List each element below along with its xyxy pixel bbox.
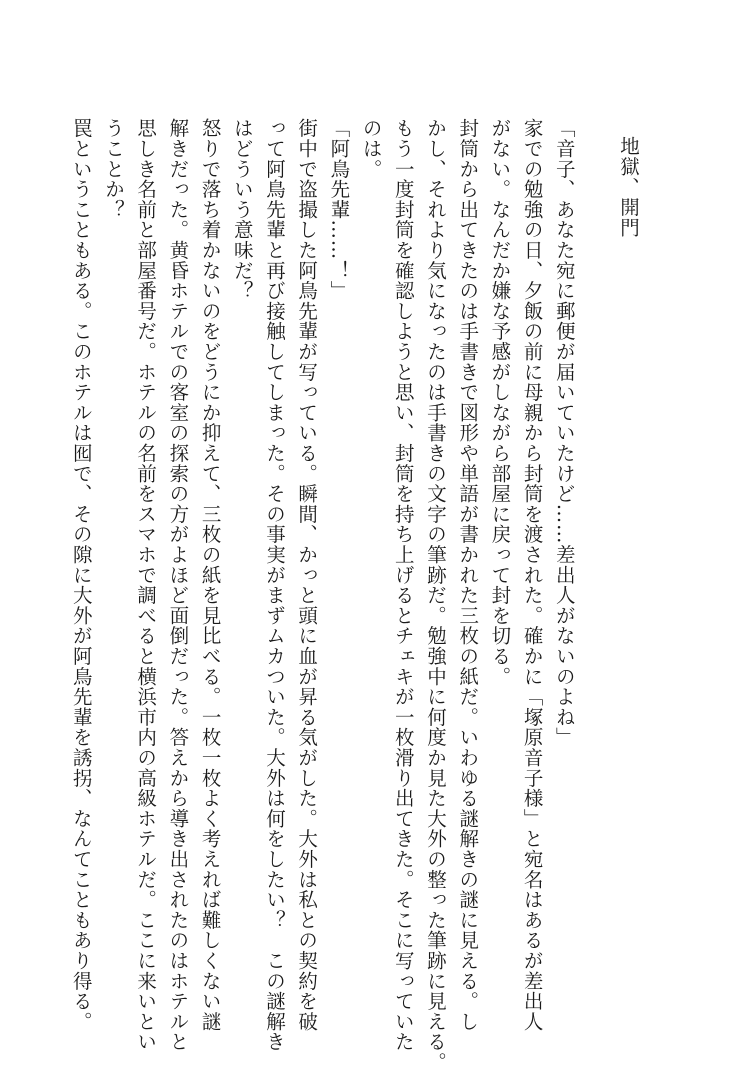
text-line: 「音子、あなた宛に郵便が届いていたけど……差出人がないのよね」: [552, 118, 576, 748]
text-line: 思しき名前と部屋番号だ。ホテルの名前をスマホで調べると横浜市内の高級ホテルだ。ここに来いとい: [134, 118, 158, 1052]
text-line: 封筒から出てきたのは手書きで図形や単語が書かれた三枚の紙だ。いわゆる謎解きの謎に見える。し: [456, 118, 480, 1032]
text-line: 街中で盗撮した阿鳥先輩が写っている。瞬間、かっと頭に血が昇る気がした。大外は私との契約を破: [295, 118, 319, 1032]
text-line: 罠ということもある。このホテルは囮で、その隙に大外が阿鳥先輩を誘拐、なんてこともあり得る。: [69, 118, 93, 1032]
text-line: もう一度封筒を確認しようと思い、封筒を持ち上げるとチェキが一枚滑り出てきた。そこに写っていた: [391, 118, 415, 1052]
text-line: はどういう意味だ？: [230, 118, 254, 301]
text-line: 家での勉強の日、夕飯の前に母親から封筒を渡された。確かに「塚原音子様」と宛名はあるが差出人: [520, 118, 544, 1032]
vertical-text-body: [65, 118, 644, 1072]
text-line: 「阿鳥先輩……！」: [327, 118, 351, 301]
text-line: 解きだった。黄昏ホテルでの客室の探索の方がよほど面倒だった。答えから導き出されたのはホテルと: [166, 118, 190, 1052]
text-line: 怒りで落ち着かないのをどうにか抑えて、三枚の紙を見比べる。一枚一枚よく考えれば難しくない謎: [198, 118, 222, 1032]
text-line: のは。: [359, 118, 383, 179]
text-line: がない。なんだか嫌な予感がしながら部屋に戻って封を切る。: [488, 118, 512, 687]
text-line: うことか？: [101, 118, 125, 220]
text-line: かし、それより気になったのは手書きの文字の筆跡だ。勉強中に何度か見た大外の整った筆跡に見える。: [423, 118, 447, 1072]
chapter-title: 地獄、開門: [617, 136, 640, 238]
text-line: って阿鳥先輩と再び接触してしまった。その事実がまずムカついた。大外は何をしたい？ この謎解き: [262, 118, 286, 1052]
